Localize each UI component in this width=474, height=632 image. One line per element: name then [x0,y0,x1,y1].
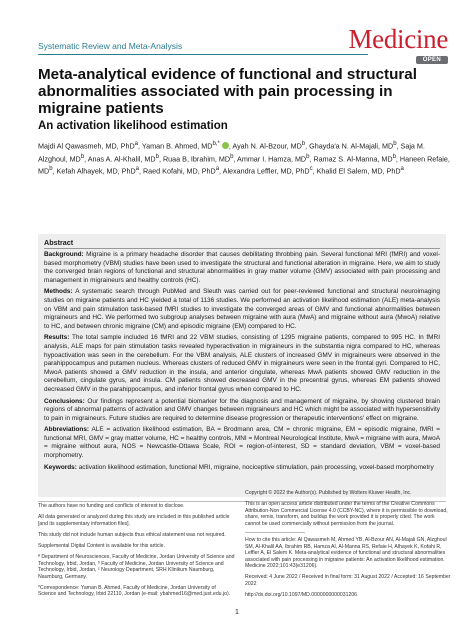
abstract-conclusions: Conclusions: Our findings represent a potential biomarker for the diagnosis and management of migraine, by showing clustered brain regions of abnormal patterns of activation and GMV changes between migraineurs and HC which might be associated with hypersensitivity to pain in migraineurs. Future studies are required to determine disease progression or therapeutic interventions' effect on migraine. [44,397,440,422]
abstract-background: Background: Migraine is a primary headache disorder that causes debilitating throbbing pain. Several functional MRI (fMRI) and voxel-based morphometry (VBM) studies have been used to investigate the structural and functional alteration in migraine. Here, we aim to study the converged brain regions of functional and structural abnormalities in gray matter volume (GMV) associated with pain processing and management in migraineurs and healthy controls (HC). [44,251,440,284]
author-list: Majdi Al Qawasmeh, MD, PhD$^a$, Yaman B. Ahmed, $MD^{b,*}$ , Ayah N. Al-Bzour, $MD^b$, Ghayda'a N. Al-Majali, $MD^b$, Saja M. Alzghoul, $MD^b$, Anas A. Al-Khalil, $MD^b$, Ruaa B, Ibrahim, $MD^b$, Ammar I. Hamza, $MD^b$, Ramaz S. Al-Manna, $MD^b$, Haneen Refaie, $MD^b$, Kefah Alhayek, MD, PhD$^a$, Raed Kofahi, MD, PhD$^a$, Alexandra Leffler, MD, PhD$^c$, Khalid El Salem, MD, PhD$^a$ [38,141,450,176]
abstract-keywords: Keywords: activation likelihood estimation, functional MRI, migraine, nociceptive stimulation, pain processing, voxel-based morphometry [44,463,434,471]
author: Kefah Alhayek, MD, PhD [56,166,136,176]
dates-note: Received: 4 June 2022 / Received in final form: 31 August 2022 / Accepted: 16 September 2022 [245,574,451,588]
article-title: Meta-analytical evidence of functional and structural abnormalities associated with pain processing in migraine patients [38,66,417,118]
affiliations-note: ª Department of Neurosciences, Faculty of Medicine, Jordan University of Science and Technology, Irbid, Jordan, ᵇ Faculty of Medicine, Jordan University of Science and Technology, Irbid, Jordan, ᶜ Neurology Department, SRH Klinikum Naumburg, Naumburg, Germany. [38,553,235,580]
journal-logo: Medicine [348,24,448,54]
author: Saja M. Alzghoul, MD [38,141,425,163]
footnote-separator [245,532,305,533]
footnotes-left [38,503,235,603]
author: Khalid El Salem, MD, PhD [316,166,401,176]
author: Ghayda'a N. Al-Majali, MD [309,141,394,151]
copyright-note: Copyright © 2022 the Author(s). Published by Wolters Kluwer Health, Inc. [245,490,412,496]
citation-note: How to cite this article: Al Qawasmeh M, Ahmed YB, Al-Bzour AN, Al-Majali GN, Alzghoul SM, Al-Khalil AA, Ibrahim RB, Hamza AI, Al-Manna RS, Refaie H, Alhayek K, Kofahi R, Leffler A, El Salem K. Meta-analytical evidence of functional and structural abnormalities associated with pain processing in migraine patients: An activation likelihood estimation. Medicine 2022;101:43(e31206). [245,536,447,570]
abstract-rule [44,248,440,249]
author: Ruaa B, Ibrahim, MD [162,153,231,163]
funding-note: The authors have no funding and conflicts of interest to disclose. [38,503,185,509]
correspondence-note: *Correspondence: Yaman B. Ahmed, Faculty of Medicine, Jordan University of Science and Technology, Irbid 22110, Jordan (e-mail: ybahmed16@med.just.edu.jo). [38,584,231,598]
header-rule [38,54,368,55]
article-subtitle: An activation likelihood estimation [38,120,228,132]
author: Raed Kofahi, MD, PhD [142,166,216,176]
author: Ayah N. Al-Bzour, MD [232,141,302,151]
doi-link[interactable]: http://dx.doi.org/10.1097/MD.0000000000031206 [245,592,358,599]
license-note: This is an open access article distributed under the terms of the Creative Commons Attribution-Non Commercial License 4.0 (CCBY-NC), where it is permissible to download, share, remix, transform, and buildup the work provided it is properly cited. The work cannot be used commercially without permission from the journal. [245,501,448,527]
supplement-note: Supplemental Digital Content is available for this article. [38,542,165,549]
abstract-box [38,234,446,497]
ethics-note: This study did not include human subjects thus ethical statement was not required. [38,531,226,538]
author: Haneen Refaie, MD [38,153,450,176]
footnotes-right [245,490,451,603]
page-number: 1 [235,609,239,616]
open-access-badge: OPEN [416,56,448,64]
author: Majdi Al Qawasmeh, MD, PhD [38,141,135,151]
author: Ammar I. Hamza, MD [237,153,307,163]
orcid-icon[interactable] [222,142,229,149]
section-label: Systematic Review and Meta-Analysis [38,41,183,51]
abstract-results: Results: The total sample included 16 fMRI and 22 VBM studies, consisting of 1295 migraine patients, compared to 995 HC. In fMRI analysis, ALE maps for pain stimulation tasks revealed hyperactivation in migraineurs in the substantia nigra compared to HC, whereas hypoactivation was seen in the cerebellum. For the VBM analysis, ALE clusters of increased GMV in migraineurs were observed in the parahippocampus and putamen nucleus. Whereas clusters of reduced GMV in migraineurs were seen in the frontal gyri. Compared to HC, MwoA patients showed a GMV reduction in the insula, and anterior cingulate, whereas MwA patients showed GMV reduction in the cerebellum, cingulate gyrus, and insula. CM patients showed decreased GMV in the precentral gyrus, whereas EM patients showed decreased GMV in the parahippocampus, and inferior frontal gyrus when compared to HC. [44,334,440,393]
author: Alexandra Leffler, MD, PhD [222,166,310,176]
author: Ramaz S. Al-Manna, MD [313,153,393,163]
author: Anas A. Al-Khalil, MD [87,153,156,163]
abstract-methods: Methods: A systematic search through PubMed and Sleuth was carried out for peer-reviewed functional and structural neuroimaging studies on migraine patients and HC yielded a total of 1136 studies. We performed an activation likelihood estimation (ALE) meta-analysis on VBM and pain stimulation task-based fMRI studies to investigate the converged areas of GMV and functional abnormalities between migraineurs and HC. We performed two subgroup analyses between migraine with aura (MwA) and migraine without aura (MwoA) relative to HC, and between chronic migraine (CM) and episodic migraine (EM) compared to HC. [44,288,440,330]
abstract-abbreviations: Abbreviations: ALE = activation likelihood estimation, BA = Brodmann area, CM = chronic migraine, EM = episodic migraine, fMRI = functional MRI, GMV = gray matter volume, HC = healthy controls, MNI = Montreal Neurological Institute, MwA = migraine with aura, MwoA = migraine without aura, NOS = Newcastle-Ottawa Scale, ROI = region-of-interest, SD = standard deviation, VBM = voxel-based morphometry. [44,426,441,460]
abstract-heading: Abstract [44,238,74,247]
data-availability-note: All data generated or analyzed during this study are included in this published article [and its supplementary information files]. [38,514,230,527]
journal-header [38,24,448,63]
author: Yaman B. Ahmed, MD [141,141,213,151]
